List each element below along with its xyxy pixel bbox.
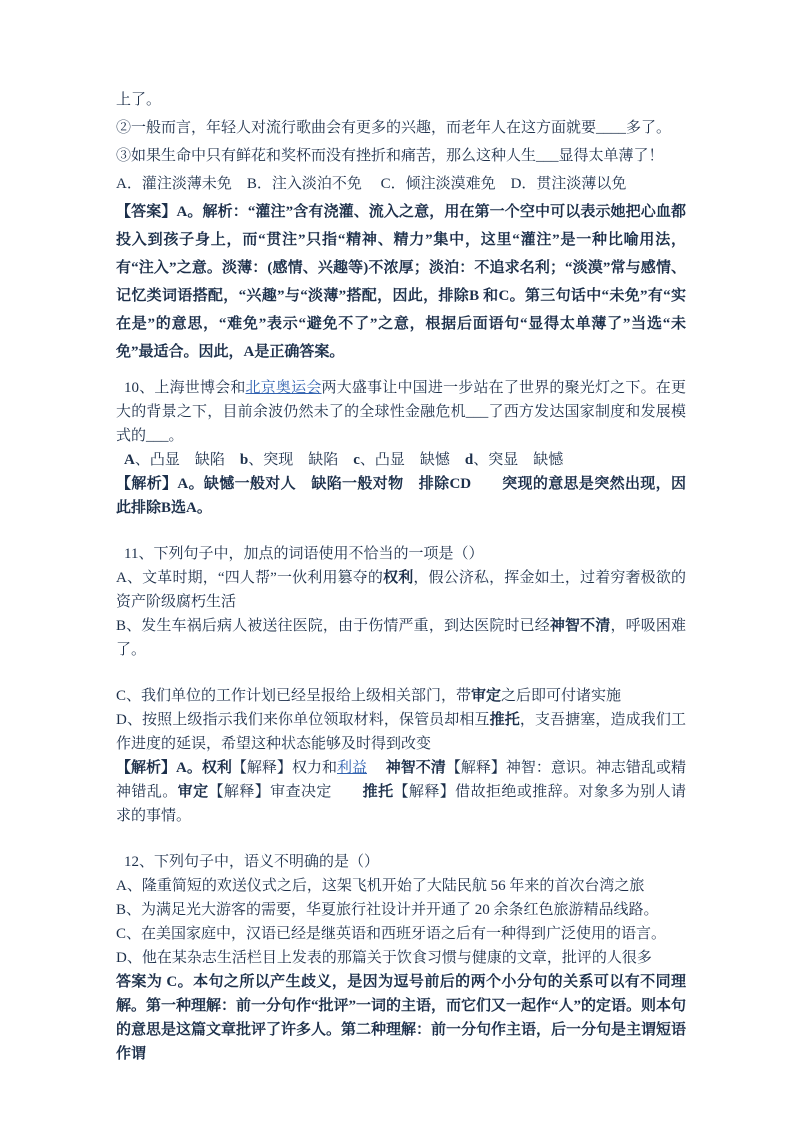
text-run: 、突现 缺陷	[248, 452, 354, 468]
question-12-answer	[116, 970, 686, 1066]
bold-text-run: 审定	[177, 784, 209, 800]
document-body	[116, 86, 686, 1066]
question-11-analysis	[116, 756, 686, 828]
fill-blank-item-2	[116, 114, 686, 142]
question-12-option-b	[116, 898, 686, 922]
text-run: 两大盛事让中国进一步站在了世界的聚光灯之下。在更大的背景之下，目前余波仍然未了的全球性金融危机___了西方发达国家制度和发展模式的___。	[116, 380, 686, 444]
text-run: B、为满足光大游客的需要，华夏旅行社设计并开通了 20 余条红色旅游精品线路。	[116, 902, 659, 918]
text-run: 【解释】神智：意识。神志错乱或精神错乱。	[116, 760, 686, 800]
question-12-option-d	[116, 946, 686, 970]
text-run: ，假公济私，挥金如土，过着穷奢极欲的资产阶级腐朽生活	[116, 570, 686, 610]
question-12-option-a	[116, 874, 686, 898]
question-11-option-b	[116, 614, 686, 662]
text-run: C、在美国家庭中，汉语已经是继英语和西班牙语之后有一种得到广泛使用的语言。	[116, 926, 667, 942]
bold-text-run: b	[239, 452, 249, 468]
hyperlink[interactable]: 北京奥运会	[245, 380, 322, 396]
text-run: 【解释】权力和	[231, 760, 337, 776]
text-run: A、文革时期，“四人帮”一伙利用篡夺的	[116, 570, 384, 586]
bold-text-run: c	[353, 452, 360, 468]
text-run: 【解释】借故拒绝或推辞。对象多为别人请求的事情。	[116, 784, 686, 824]
question-10-options	[116, 448, 686, 472]
bold-text-run: 答案为 C。本句之所以产生歧义，是因为逗号前后的两个小分句的关系可以有不同理解。第一种理解：前一分句作“批评”一词的主语，而它们又一起作“人”的定语。则本句的意思是这篇文章批评了许多人。第二种理解：前一分句作主语，后一分句是主谓短语作谓	[116, 974, 687, 1062]
text-run: B、发生车祸后病人被送往医院，由于伤情严重，到达医院时已经	[116, 618, 550, 634]
bold-text-run: 神智不清	[549, 618, 611, 634]
question-11-option-a	[116, 566, 686, 614]
hyperlink[interactable]: 利益	[336, 760, 367, 776]
text-run: 、凸显 缺陷	[134, 452, 240, 468]
continuation-line	[116, 86, 686, 114]
bold-text-run: 审定	[471, 688, 502, 704]
bold-text-run: 推托	[489, 712, 520, 728]
text-run: ，呼吸困难了。	[116, 618, 686, 658]
text-run: 12、下列句子中，语义不明确的是（）	[124, 854, 380, 870]
text-run: A、隆重简短的欢送仪式之后，这架飞机开始了大陆民航 56 年来的首次台湾之旅	[116, 878, 645, 894]
question-11-option-d	[116, 708, 686, 756]
text-run: 10、上海世博会和	[124, 380, 246, 396]
bold-text-run: A	[124, 452, 135, 468]
question-10-analysis	[116, 472, 686, 520]
text-run	[367, 760, 386, 776]
text-run: ，支吾搪塞，造成我们工作进度的延误，希望这种状态能够及时得到改变	[116, 712, 686, 752]
answer-explanation-block	[116, 198, 686, 366]
text-run: 之后即可付诸实施	[501, 688, 622, 704]
text-run: 上了。	[116, 92, 162, 108]
text-run: ②一般而言，年轻人对流行歌曲会有更多的兴趣，而老年人在这方面就要____多了。	[116, 120, 672, 136]
question-11	[116, 542, 686, 566]
text-run: C、我们单位的工作计划已经呈报给上级相关部门，带	[116, 688, 472, 704]
question-10	[116, 376, 686, 448]
question-12	[116, 850, 686, 874]
text-run: ③如果生命中只有鲜花和奖杯而没有挫折和痛苦，那么这种人生___显得太单薄了！	[116, 148, 664, 164]
text-run: D、他在某杂志生活栏目上发表的那篇关于饮食习惯与健康的文章，批评的人很多	[116, 950, 652, 966]
text-run: 【解释】审查决定	[208, 784, 363, 800]
bold-text-run: 神智不清	[385, 760, 446, 776]
bold-text-run: 推托	[362, 784, 394, 800]
bold-text-run: 【解析】A。权利	[116, 760, 232, 776]
fill-blank-options	[116, 170, 686, 198]
text-run: A．灌注淡薄未免 B．注入淡泊不免 C．倾注淡漠难免 D．贯注淡薄以免	[116, 176, 627, 192]
bold-text-run: 【答案】A。解析：“灌注”含有浇灌、流入之意，用在第一个空中可以表示她把心血都投入到孩子身上，而“贯注”只指“精神、精力”集中，这里“灌注”是一种比喻用法，有“注入”之意。淡薄：(感情、兴趣等)不浓厚；淡泊：不追求名利；“淡漠”常与感情、记忆类词语搭配，“兴趣”与“淡薄”搭配，因此，排除B 和C。第三句话中“未免”有“实在是”的意思，“难免”表示“避免不了”之意，根据后面语句“显得太单薄了”当选“未免”最适合。因此，A是正确答案。	[116, 204, 686, 360]
question-11-option-c	[116, 684, 686, 708]
question-12-option-c	[116, 922, 686, 946]
text-run: 、突显 缺憾	[473, 452, 564, 468]
bold-text-run: d	[464, 452, 474, 468]
text-run: 11、下列句子中，加点的词语使用不恰当的一项是（）	[124, 546, 484, 562]
bold-text-run: 权利	[383, 570, 414, 586]
text-run: D、按照上级指示我们来你单位领取材料，保管员却相互	[116, 712, 490, 728]
fill-blank-item-3	[116, 142, 686, 170]
bold-text-run: 【解析】A。缺憾一般对人 缺陷一般对物 排除CD 突现的意思是突然出现，因此排除B选A。	[116, 476, 686, 516]
text-run: 、凸显 缺憾	[359, 452, 465, 468]
